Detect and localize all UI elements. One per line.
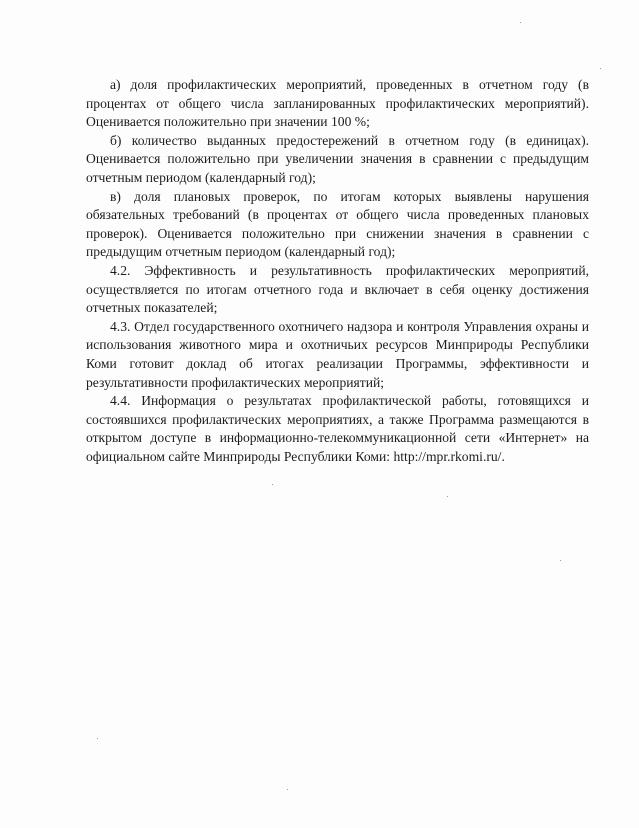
paragraph-section-4-4: 4.4. Информация о результатах профилактической работы, готовящихся и состоявшихся профилактических мероприятиях, а также Программа размещаются в открытом доступе в информационно-телекоммуникационной сети «Интернет» на официальном сайте Минприроды Республики Коми: http://mpr.rkomi.ru/. — [86, 393, 589, 464]
scan-speck — [272, 484, 273, 485]
scan-speck — [447, 496, 448, 497]
scan-speck — [287, 789, 288, 790]
paragraph-indicator-b: б) количество выданных предостережений в отчетном году (в единицах). Оценивается положительно при увеличении значения в сравнении с предыдущим отчетным периодом (календарный год); — [86, 132, 589, 185]
paragraph-section-4-3: 4.3. Отдел государственного охотничего надзора и контроля Управления охраны и использования животного мира и охотничьих ресурсов Минприроды Республики Коми готовит доклад об итогах реализации Программы, эффективности и результативности профилактических мероприятий; — [86, 318, 589, 390]
scan-speck — [520, 22, 521, 23]
scan-speck — [600, 68, 601, 69]
scan-speck — [560, 560, 561, 561]
paragraph-section-4-2: 4.2. Эффективность и результативность профилактических мероприятий, осуществляется по итогам отчетного года и включает в себя оценку достижения отчетных показателей; — [86, 262, 589, 316]
paragraph-indicator-c: в) доля плановых проверок, по итогам которых выявлены нарушения обязательных требований (в процентах от общего числа проведенных плановых проверок). Оценивается положительно при снижении значения в сравнении с предыдущим отчетным периодом (календарный год); — [86, 188, 589, 260]
document-body — [86, 76, 589, 466]
paragraph-indicator-a: а) доля профилактических мероприятий, проведенных в отчетном году (в процентах от общего числа запланированных профилактических мероприятий). Оценивается положительно при значении 100 %; — [86, 77, 589, 130]
scan-speck — [97, 738, 98, 739]
